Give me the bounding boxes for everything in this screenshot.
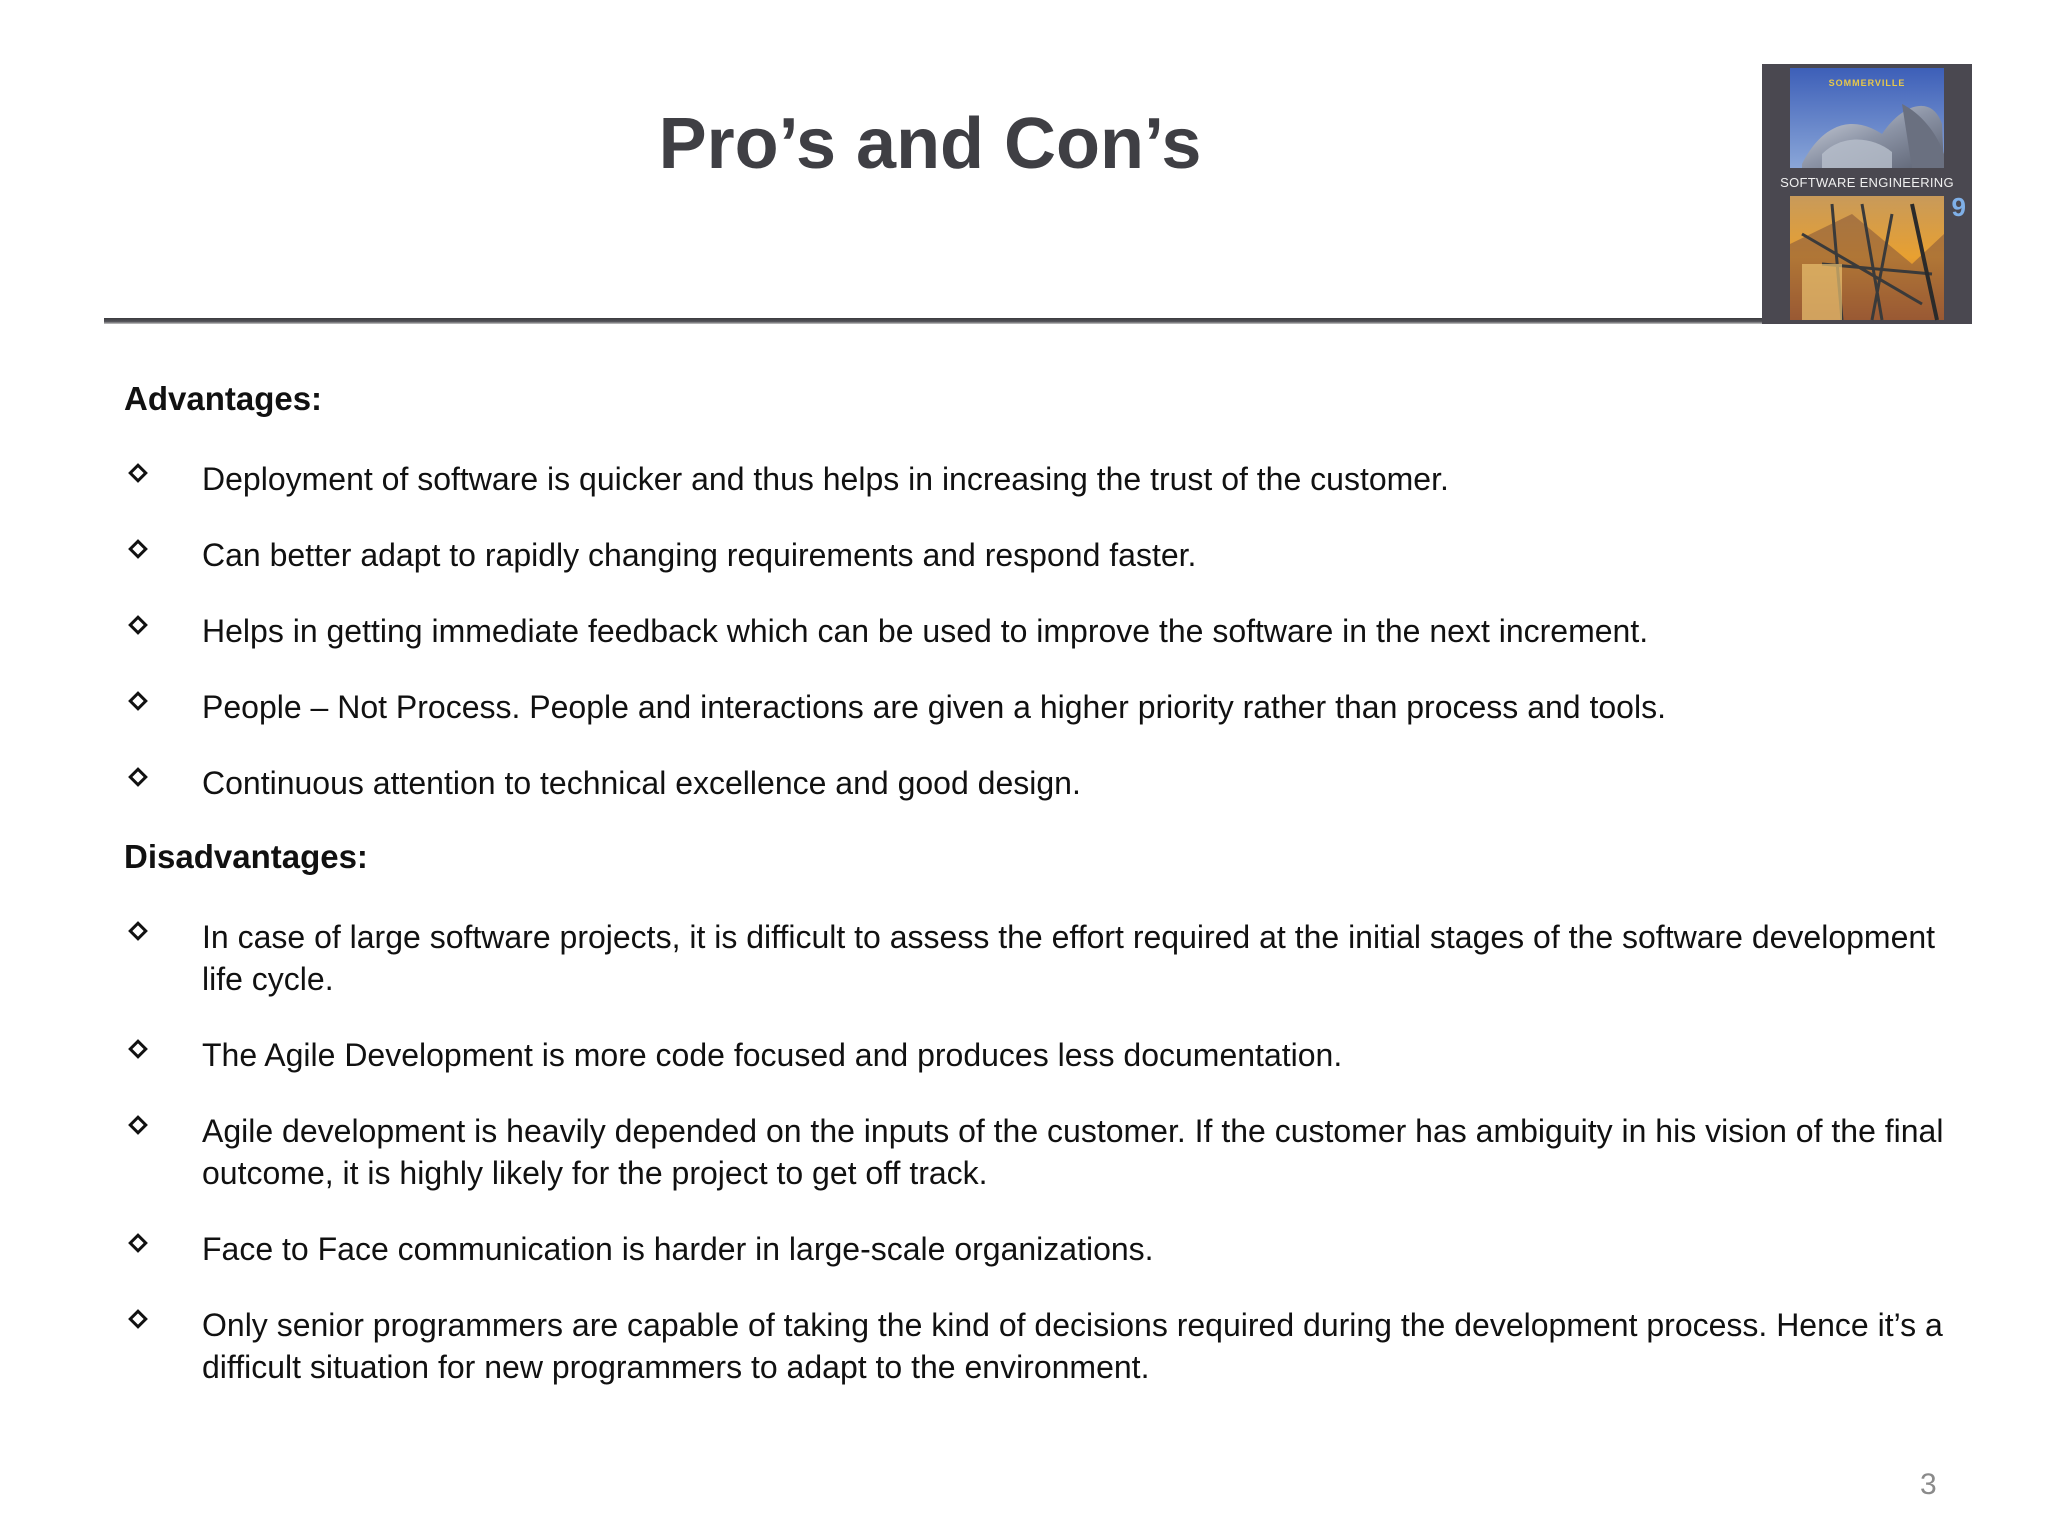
list-item-text: Continuous attention to technical excellence and good design. [202,765,1081,801]
diamond-bullet-icon [128,1115,148,1135]
book-cover-title: SOFTWARE ENGINEERING [1780,175,1954,190]
list-item-text: People – Not Process. People and interactions are given a higher priority rather than process and tools. [202,689,1666,725]
list-item [124,1034,1944,1076]
page-number: 3 [1920,1468,1937,1501]
diamond-bullet-icon [128,921,148,941]
list-item-text: Only senior programmers are capable of taking the kind of decisions required during the development process. Hence it’s a difficult situation for new programmers to adapt to the environment. [202,1307,1943,1385]
list-item [124,610,1944,652]
list-item [124,686,1944,728]
book-cover-image [1762,64,1972,324]
diamond-bullet-icon [128,691,148,711]
diamond-bullet-icon [128,463,148,483]
list-item-text: Face to Face communication is harder in large-scale organizations. [202,1231,1154,1267]
list-item [124,916,1944,1000]
list-item [124,1228,1944,1270]
diamond-bullet-icon [128,615,148,635]
list-item-text: Deployment of software is quicker and thus helps in increasing the trust of the customer. [202,461,1449,497]
list-item-text: Can better adapt to rapidly changing requirements and respond faster. [202,537,1197,573]
list-item-text: Agile development is heavily depended on the inputs of the customer. If the customer has ambiguity in his vision of the final outcome, it is highly likely for the project to get off track. [202,1113,1944,1191]
advantages-heading: Advantages: [124,380,323,417]
book-cover-art [1762,64,1972,324]
list-item [124,1304,1944,1388]
slide-content [124,378,1944,1420]
list-item [124,458,1944,500]
diamond-bullet-icon [128,1309,148,1329]
diamond-bullet-icon [128,1233,148,1253]
slide-title: Pro’s and Con’s [658,104,1202,184]
disadvantages-heading: Disadvantages: [124,838,368,875]
diamond-bullet-icon [128,1039,148,1059]
disadvantages-list [124,916,1944,1388]
advantages-list [124,458,1944,804]
list-item [124,762,1944,804]
diamond-bullet-icon [128,767,148,787]
title-divider [104,318,1762,324]
list-item [124,534,1944,576]
book-cover-edition: 9 [1951,192,1966,222]
list-item-text: The Agile Development is more code focused and produces less documentation. [202,1037,1343,1073]
list-item-text: Helps in getting immediate feedback which can be used to improve the software in the next increment. [202,613,1649,649]
list-item-text: In case of large software projects, it is difficult to assess the effort required at the initial stages of the software development life cycle. [202,919,1936,997]
book-cover-author: SOMMERVILLE [1828,78,1906,88]
diamond-bullet-icon [128,539,148,559]
list-item [124,1110,1944,1194]
